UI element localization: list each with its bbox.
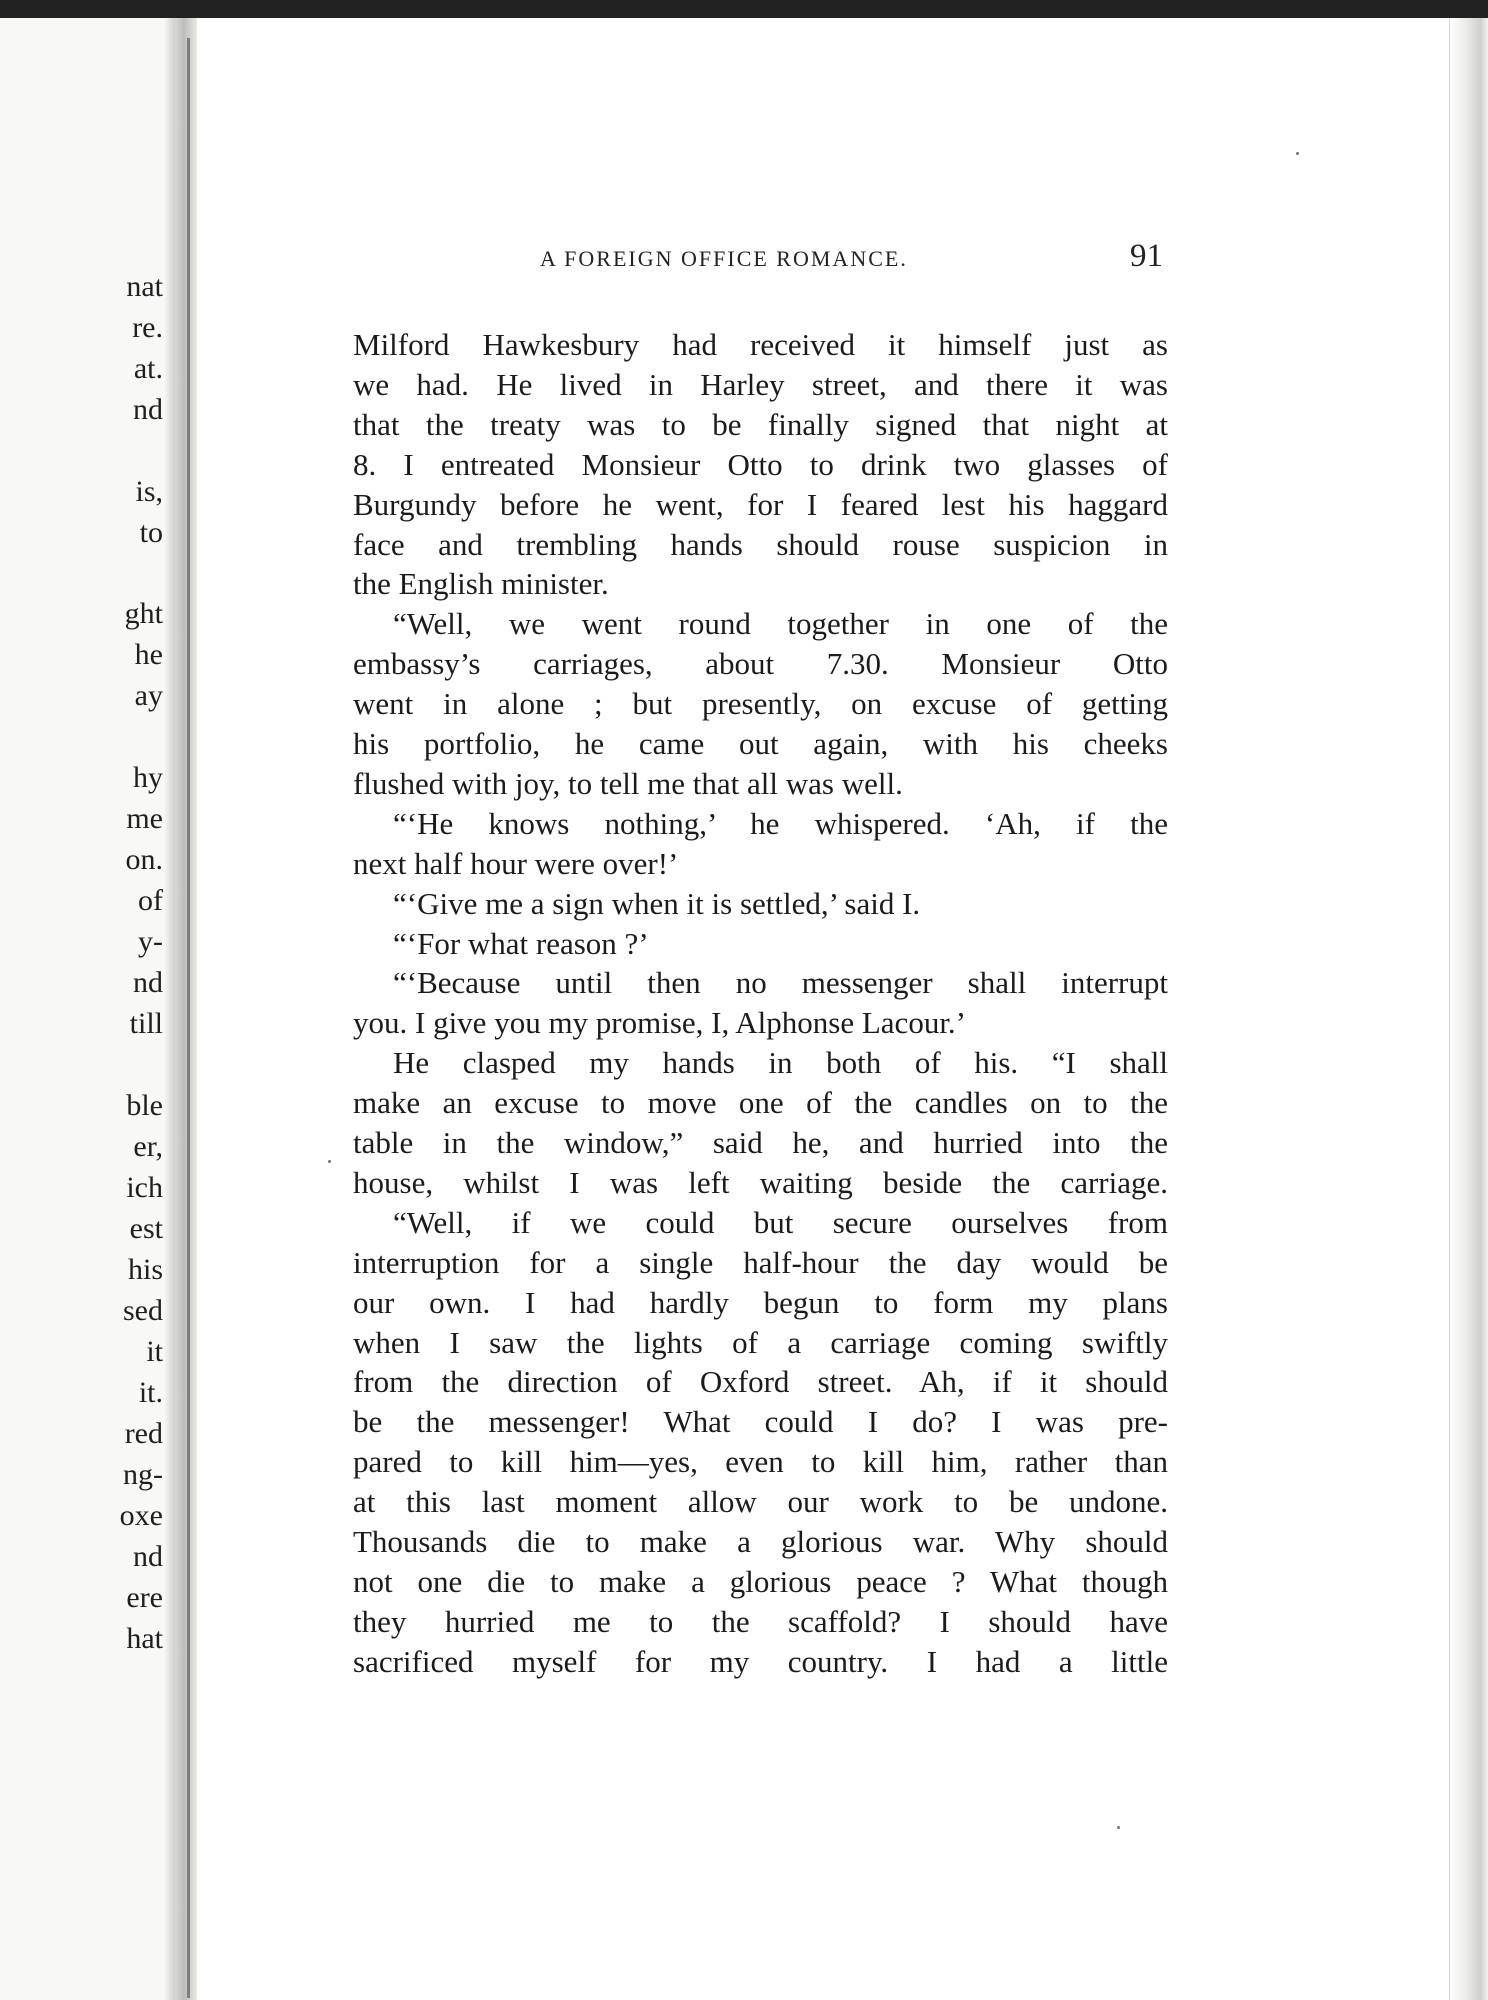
text-line: next half hour were over!’: [353, 846, 679, 881]
facing-page-line: hat: [126, 1622, 163, 1655]
facing-page-line: oxe: [119, 1499, 163, 1532]
text-line: our own. I had hardly begun to form my plans: [353, 1285, 1168, 1320]
text-line: Milford Hawkesbury had received it himself just as: [353, 327, 1168, 362]
facing-page-line: is,: [135, 475, 163, 508]
text-line: from the direction of Oxford street. Ah, if it should: [353, 1364, 1168, 1399]
facing-page-line: it: [146, 1335, 163, 1368]
facing-page-edge: [165, 18, 175, 2000]
text-line: we had. He lived in Harley street, and there it was: [353, 367, 1168, 402]
facing-page-line: er,: [133, 1130, 163, 1163]
gutter-shadow-line: [187, 38, 190, 1998]
facing-page-line: sed: [123, 1294, 163, 1327]
facing-page-line: nd: [133, 1540, 163, 1573]
text-line: embassy’s carriages, about 7.30. Monsieur Otto: [353, 646, 1168, 681]
text-line: they hurried me to the scaffold? I should have: [353, 1604, 1168, 1639]
text-line: that the treaty was to be finally signed that night at: [353, 407, 1168, 442]
facing-page-line: ay: [134, 679, 163, 712]
text-line: at this last moment allow our work to be undone.: [353, 1484, 1168, 1519]
facing-page-line: hy: [133, 761, 163, 794]
scan-top-border: [0, 0, 1488, 18]
text-line: make an excuse to move one of the candles on to the: [353, 1085, 1168, 1120]
facing-page-line: est: [129, 1212, 163, 1245]
text-line: interruption for a single half-hour the day would be: [353, 1245, 1168, 1280]
facing-page-line: it.: [138, 1376, 163, 1409]
running-header: A FOREIGN OFFICE ROMANCE.: [540, 246, 908, 271]
text-line: flushed with joy, to tell me that all was well.: [353, 766, 903, 801]
text-line: “‘Give me a sign when it is settled,’ said I.: [393, 886, 921, 921]
facing-page-line: of: [138, 884, 163, 917]
text-line: 8. I entreated Monsieur Otto to drink two glasses of: [353, 447, 1168, 482]
scan-speck: [1117, 1826, 1120, 1829]
text-line: the English minister.: [353, 566, 609, 601]
page-edge-shadow: [1449, 18, 1488, 2000]
facing-page-line: ght: [124, 597, 163, 630]
facing-page-line: me: [126, 802, 163, 835]
text-line: when I saw the lights of a carriage coming swiftly: [353, 1325, 1168, 1360]
facing-page-line: nat: [126, 270, 163, 303]
scan-speck: [328, 1160, 331, 1163]
facing-page-line: till: [129, 1007, 163, 1040]
text-line: “Well, if we could but secure ourselves from: [393, 1205, 1168, 1240]
text-line: house, whilst I was left waiting beside the carriage.: [353, 1165, 1168, 1200]
text-line: Burgundy before he went, for I feared lest his haggard: [353, 487, 1168, 522]
text-line: “‘For what reason ?’: [393, 926, 649, 961]
text-line: table in the window,” said he, and hurried into the: [353, 1125, 1168, 1160]
text-line: his portfolio, he came out again, with his cheeks: [353, 726, 1168, 761]
facing-page-line: to: [139, 516, 163, 549]
facing-page-line: re.: [132, 311, 163, 344]
book-gutter: [175, 18, 197, 2000]
facing-page-line: his: [127, 1253, 163, 1286]
facing-page-line: red: [124, 1417, 163, 1450]
text-line: face and trembling hands should rouse suspicion in: [353, 527, 1168, 562]
facing-page-line: y-: [138, 925, 163, 958]
facing-page-line: nd: [133, 393, 163, 426]
text-line: sacrificed myself for my country. I had a little: [353, 1644, 1168, 1679]
text-line: not one die to make a glorious peace ? What though: [353, 1564, 1168, 1599]
text-line: “‘Because until then no messenger shall interrupt: [393, 965, 1168, 1000]
facing-page-line: ere: [126, 1581, 163, 1614]
text-line: “‘He knows nothing,’ he whispered. ‘Ah, if the: [393, 806, 1168, 841]
text-line: “Well, we went round together in one of the: [393, 606, 1168, 641]
facing-page-line: ble: [126, 1089, 163, 1122]
facing-page-line: ich: [126, 1171, 163, 1204]
facing-page-line: at.: [133, 352, 163, 385]
text-line: you. I give you my promise, I, Alphonse Lacour.’: [353, 1005, 967, 1040]
scan-speck: [1296, 152, 1299, 155]
text-line: went in alone ; but presently, on excuse of getting: [353, 686, 1168, 721]
text-line: Thousands die to make a glorious war. Why should: [353, 1524, 1168, 1559]
text-line: be the messenger! What could I do? I was pre-: [353, 1404, 1168, 1439]
page-number: 91: [1130, 238, 1163, 274]
facing-page-line: on.: [125, 843, 163, 876]
text-line: pared to kill him—yes, even to kill him, rather than: [353, 1444, 1168, 1479]
facing-page-line: ng-: [123, 1458, 163, 1491]
text-line: He clasped my hands in both of his. “I shall: [393, 1045, 1168, 1080]
facing-page-line: nd: [133, 966, 163, 999]
facing-page-line: he: [134, 638, 163, 671]
